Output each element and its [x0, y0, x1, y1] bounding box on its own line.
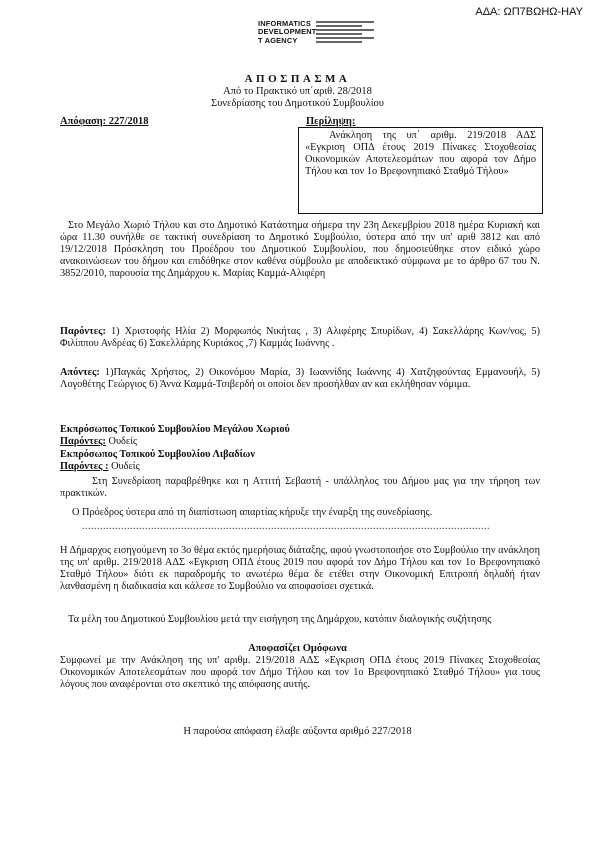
- rep-megalo-value: Ουδείς: [108, 436, 138, 447]
- summary-box: Ανάκληση της υπ΄ αριθμ. 219/2018 ΑΔΣ «Εγκριση ΟΠΔ έτους 2019 Πίνακες Στοχοθεσίας Οικονομικών Αποτελεσμάτων που αφορά τον Δήμο Τήλου και τον 1ο Βρεφονηπιακό Σταθμό Τήλου»: [298, 127, 543, 214]
- absent-list: 1)Παγκάς Χρήστος, 2) Οικονόμου Μαρία, 3) Ιωαννίδης Ιωάννης 4) Χατζηφούντας Εμμανουήλ, 5) Λογοθέτης Γεώργιος 6) Άννα Καμμά-Τσιβερδή οι οποίοι δεν προσήλθαν αν και εκλήθησαν νόμιμα.: [60, 367, 540, 390]
- absent-label: Απόντες:: [60, 367, 100, 378]
- summary-label: Περίληψη:: [306, 116, 356, 127]
- present-members: [60, 326, 540, 350]
- present-label: Παρόντες:: [60, 326, 106, 337]
- opening-paragraph: Στο Μεγάλο Χωριό Τήλου και στο Δημοτικό Κατάστημα σήμερα την 23η Δεκεμβρίου 2018 ημέρα Κυριακή και ώρα 11.30 συνήλθε σε τακτική συνεδρίαση το Δημοτικό Συμβούλιο, ύστερα από την υπ' αριθ 3812 και από 19/12/2018 Πρόσκληση του Προέδρου του Δημοτικού Συμβουλίου, που δημοσιεύθηκε στον ειδικό χώρο ανακοινώσεων του δήμου και επιδόθηκε στον καθένα σύμβουλο με αποδεικτικό σύμφωνα με το άρθρο 67 του Ν. 3852/2010, παρουσία της Δημάρχου κ. Μαρίας Καμμά-Αλιφέρη: [60, 220, 540, 279]
- logo-line-2: DEVELOPMENT: [258, 27, 317, 37]
- minutes-reference: Από το Πρακτικό υπ΄αριθ. 28/2018: [223, 86, 372, 97]
- logo-line-1: INFORMATICS: [258, 19, 311, 28]
- rep-livadion-title: Εκπρόσωπος Τοπικού Συμβουλίου Λιβαδίων: [60, 449, 255, 460]
- discussion-paragraph: Τα μέλη του Δημοτικού Συμβουλίου μετά την εισήγηση της Δημάρχου, κατόπιν διαλογικής συζήτησης: [68, 614, 492, 625]
- rep-megalo-present: [60, 436, 137, 448]
- rep-megalo-title: Εκπρόσωπος Τοπικού Συμβουλίου Μεγάλου Χωριού: [60, 424, 290, 435]
- decision-number: Απόφαση: 227/2018: [60, 116, 149, 127]
- logo-line-3: T AGENCY: [258, 35, 298, 45]
- mayor-proposal-paragraph: Η Δήμαρχος εισηγούμενη το 3ο θέμα εκτός ημερήσιας διάταξης, αφού γνωστοποιήσε στο Συμβούλιο την ανάκληση της υπ' αριθμ. 219/2018 ΑΔΣ «Εγκριση ΟΠΔ έτους 2019 που αφορά τον Δήμο Τήλου και τον 1ο Βρεφονηπιακό Σταθμό Τήλου» διότι εκ παραδρομής το ανωτέρω θέμα δε ετέθει στην Οικονομική Επιτροπή δηλαδή ήταν λανθασμένη η διαδικασία και κάλεσε το Συμβούλιο να αποφασίσει σχετικά.: [60, 545, 540, 592]
- document-title: ΑΠΟΣΠΑΣΜΑ: [244, 73, 351, 85]
- logo-title: [258, 20, 316, 45]
- council-session: Συνεδρίασης του Δημοτικού Συμβουλίου: [210, 98, 385, 109]
- rep-livadion-value: Ουδείς: [111, 461, 140, 472]
- rep-livadion-present: [60, 461, 140, 473]
- rep-livadion-label: Παρόντες :: [60, 461, 109, 472]
- present-list: 1) Χριστοφής Ηλία 2) Μορφωπός Νικήτας , 3) Αλιφέρης Σπυρίδων, 4) Σακελλάρης Κων/νος, 5) Φιλίππου Ανδρέας 6) Σακελλάρης Κυριάκος ,7) Καμμάς Ιωάννης .: [60, 326, 541, 349]
- secretary-paragraph: Στη Συνεδρίαση παραβρέθηκε και η Αττιτή Σεβαστή - υπάλληλος του Δήμου μας για την τήρηση των πρακτικών.: [60, 476, 540, 499]
- quorum-paragraph: Ο Πρόεδρος ύστερα από τη διαπίστωση απαρτίας κήρυξε την έναρξη της συνεδρίασης.: [72, 507, 433, 518]
- ada-code: ΑΔΑ: ΩΠ7ΒΩΗΩ-ΗΑΥ: [475, 6, 583, 18]
- informatics-agency-logo: [258, 20, 378, 50]
- final-statement: Η παρούσα απόφαση έλαβε αύξοντα αριθμό 227/2018: [183, 726, 412, 737]
- dotted-separator: ........................................................................................................................................: [82, 521, 490, 532]
- decision-text: Συμφωνεί με την Ανάκληση της υπ' αριθμ. 219/2018 ΑΔΣ «Εγκριση ΟΠΔ έτους 2019 Πίνακες Στοχοθεσίας Οικονομικών Αποτελεσμάτων που αφορά τον Δήμο Τήλου και τον 1ο Βρεφονηπιακό Σταθμό Τήλου» για τους λόγους που αναφέρονται στο σκεπτικό της απόφασης αυτής.: [60, 655, 540, 690]
- rep-megalo-label: Παρόντες:: [60, 436, 106, 447]
- logo-small-print: [316, 21, 378, 45]
- absent-members: [60, 367, 540, 391]
- decision-heading: Αποφασίζει Ομόφωνα: [248, 643, 347, 654]
